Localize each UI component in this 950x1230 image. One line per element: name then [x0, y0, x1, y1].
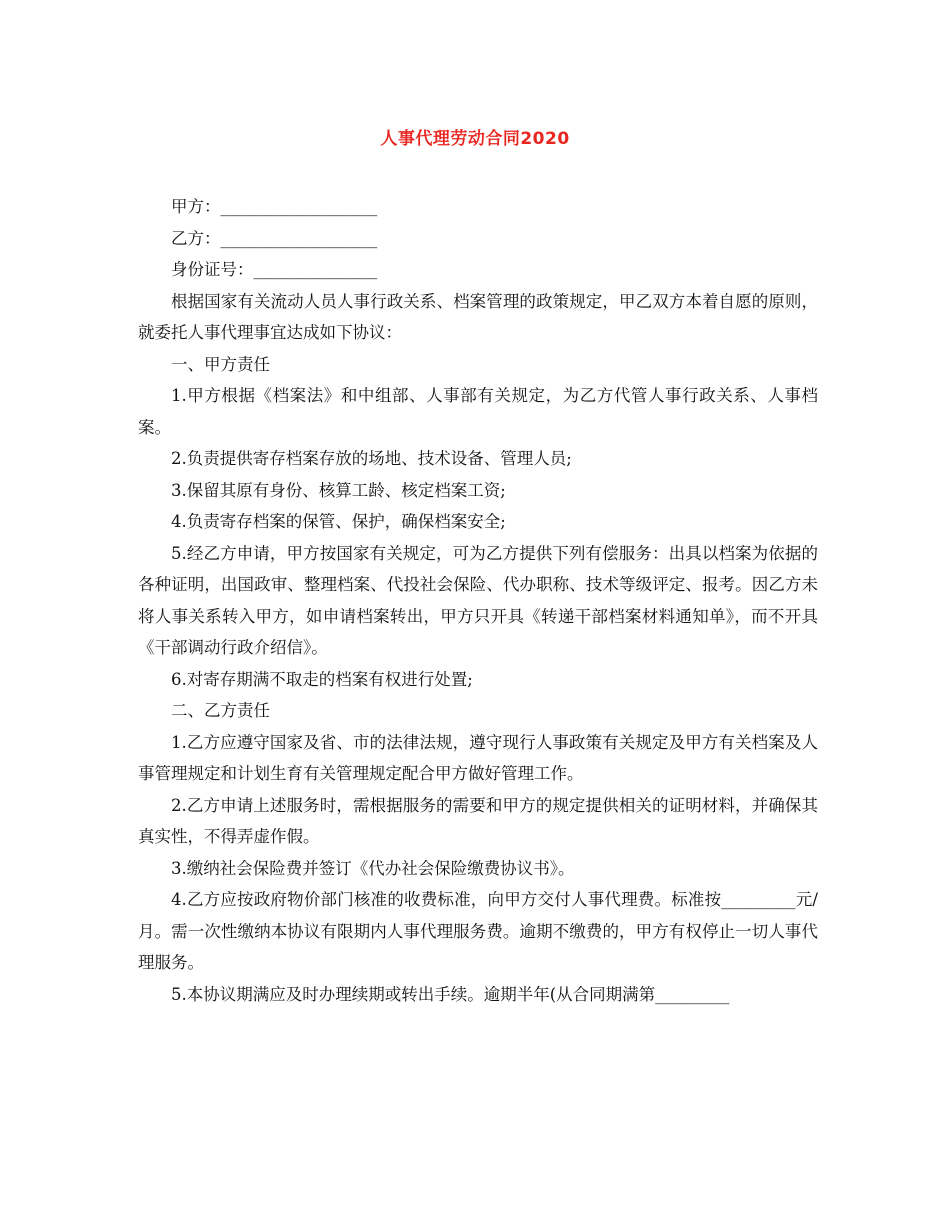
clause-b-1: 1.乙方应遵守国家及省、市的法律法规，遵守现行人事政策有关规定及甲方有关档案及人事管理规定和计划生育有关管理规定配合甲方做好管理工作。	[138, 732, 818, 783]
clause-b-4: 4.乙方应按政府物价部门核准的收费标准，向甲方交付人事代理费。标准按_________元/月。需一次性缴纳本协议有限期内人事代理服务费。逾期不缴费的，甲方有权停止一切人事代理服务。	[138, 890, 818, 972]
clause-a-6: 6.对寄存期满不取走的档案有权进行处置;	[171, 669, 473, 689]
party-a-line: 甲方：___________________	[171, 197, 378, 216]
clause-a-1: 1.甲方根据《档案法》和中组部、人事部有关规定，为乙方代管人事行政关系、人事档案。	[138, 386, 818, 437]
section-heading-party-a: 一、甲方责任	[171, 354, 270, 374]
clause-b-3: 3.缴纳社会保险费并签订《代办社会保险缴费协议书》。	[171, 858, 575, 878]
clause-a-5: 5.经乙方申请，甲方按国家有关规定，可为乙方提供下列有偿服务：出具以档案为依据的各种证明，出国政审、整理档案、代投社会保险、代办职称、技术等级评定、报考。因乙方未将人事关系转入甲方，如申请档案转出，甲方只开具《转递干部档案材料通知单》，而不开具《干部调动行政介绍信》。	[138, 543, 818, 657]
document-title: 人事代理劳动合同2020	[380, 129, 570, 149]
id-number-line: 身份证号：_______________	[171, 260, 378, 279]
clause-a-3: 3.保留其原有身份、核算工龄、核定档案工资;	[171, 480, 506, 500]
party-b-line: 乙方：___________________	[171, 228, 378, 248]
clause-b-5: 5.本协议期满应及时办理续期或转出手续。逾期半年(从合同期满第_________	[171, 984, 730, 1004]
clause-a-4: 4.负责寄存档案的保管、保护，确保档案安全;	[171, 512, 506, 531]
section-heading-party-b: 二、乙方责任	[171, 701, 270, 720]
clause-b-2: 2.乙方申请上述服务时，需根据服务的需要和甲方的规定提供相关的证明材料，并确保其真实性，不得弄虚作假。	[138, 795, 818, 846]
clause-a-2: 2.负责提供寄存档案存放的场地、技术设备、管理人员;	[171, 449, 572, 468]
document-body	[138, 191, 818, 1010]
intro-paragraph: 根据国家有关流动人员人事行政关系、档案管理的政策规定，甲乙双方本着自愿的原则，就委托人事代理事宜达成如下协议：	[138, 291, 818, 342]
